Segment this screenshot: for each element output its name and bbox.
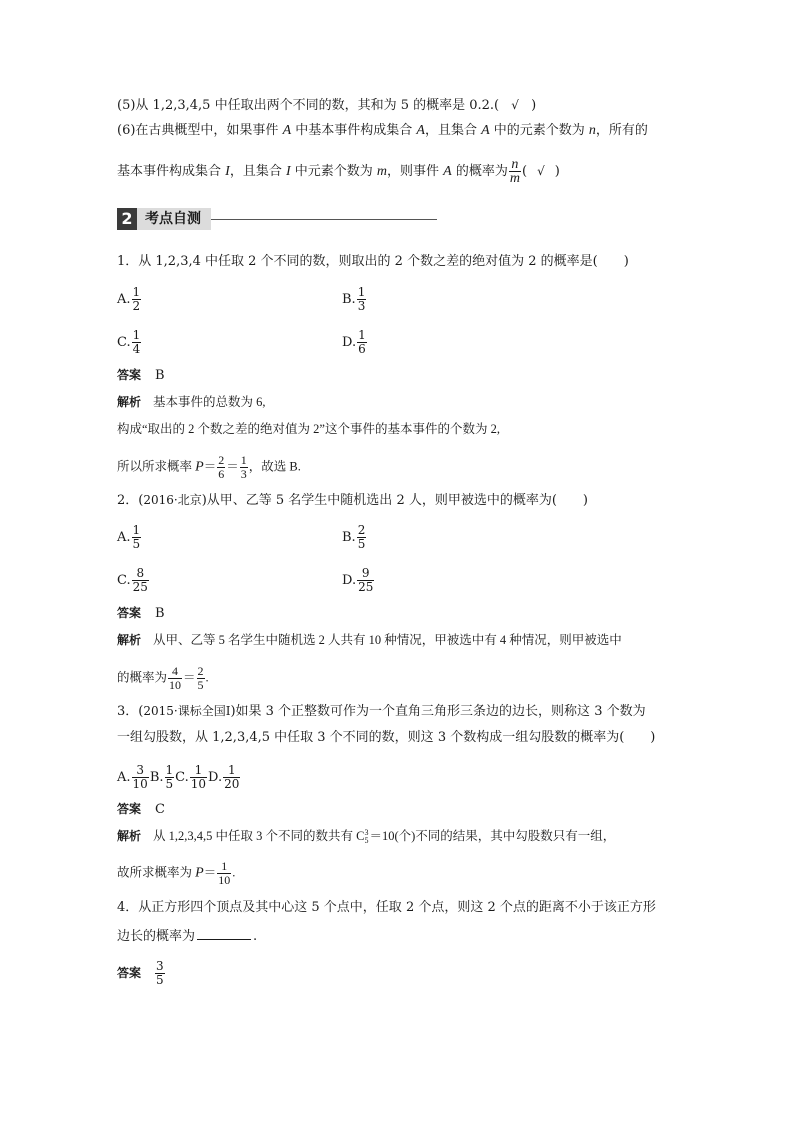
q1-option-a [117,286,142,313]
text: ，且集合 [424,123,482,138]
var-n: n [588,123,596,138]
fraction [197,665,205,692]
text: 边长的概率为 [117,929,196,944]
numerator: n [511,157,519,172]
analysis-text: 从 1,2,3,4,5 中任取 3 个不同的数共有 C [153,829,365,843]
analysis-text: 从甲、乙等 5 名学生中随机选 2 人共有 10 种情况，甲被选中有 4 种情况，则甲被选中 [153,633,622,647]
option-letter: C. [117,573,131,588]
analysis-text: ，故选 B. [248,459,301,474]
analysis-text: 基本事件的总数为 6, [153,395,266,409]
analysis-text: . [232,865,236,880]
review-item-6-line1 [117,121,648,141]
numerator: 1 [223,764,240,778]
analysis-label: 解析 [117,829,142,843]
option-letter: B. [149,770,164,785]
q1-analysis-2: 构成“取出的 2 个数之差的绝对值为 2”这个事件的基本事件的个数为 2, [117,422,500,436]
q2-analysis-2 [117,665,209,692]
numerator: 2 [197,664,204,678]
check-mark-icon: √ [537,164,545,178]
answer-value: B [155,606,165,621]
option-fraction [132,524,142,551]
text: )如果 3 个正整数可作为一个直角三角形三条边的边长，则称这 3 个数为 [230,704,646,719]
denominator: 5 [197,678,204,692]
denominator: 5 [132,537,141,551]
denominator: 5 [156,973,164,987]
q1-answer [117,365,165,386]
text: ，则事件 [387,164,444,179]
denominator: 6 [218,467,225,481]
answer-label: 答案 [117,966,142,980]
numerator: 9 [357,567,374,581]
numerator: 3 [132,764,149,778]
analysis-text: 所以所求概率 [117,459,196,474]
denominator: 25 [358,580,374,594]
section-rule [211,219,437,220]
option-letter: B. [342,530,356,545]
option-letter: C. [117,335,131,350]
equals: ＝ [203,865,217,880]
numerator: 2 [218,453,225,467]
equals: ＝ [203,459,217,474]
q1-option-c [117,329,142,356]
q2-option-b [342,524,367,551]
option-fraction [132,329,142,356]
text: ，且集合 [229,164,286,179]
option-fraction [190,764,207,791]
numerator: 1 [165,763,174,777]
var-i: I [225,164,230,179]
numerator: 1 [217,860,231,874]
q2-option-d [342,567,375,594]
option-fraction [357,286,367,313]
q3-options [117,764,241,791]
numerator: 1 [358,328,366,342]
option-letter: A. [117,770,131,785]
var-a: A [282,123,292,138]
text: 基本事件构成集合 [117,164,226,179]
option-letter: D. [208,770,223,785]
q4-answer [117,960,166,987]
q2-analysis-1 [117,630,622,650]
q2-option-c [117,567,150,594]
text: 中元素个数为 [290,164,377,179]
numerator: 1 [240,453,247,467]
q3-answer [117,799,165,820]
text: 中基本事件构成集合 [291,123,417,138]
analysis-text: 的概率为 [117,670,168,685]
text: . [253,929,258,944]
q2-stem [117,490,588,511]
text: ，所有的 [595,123,648,138]
var-m: m [376,164,388,179]
option-letter: A. [117,292,131,307]
option-fraction [357,567,374,594]
denominator: 3 [357,299,366,313]
option-fraction [357,329,367,356]
option-fraction [357,524,367,551]
option-fraction [223,764,240,791]
review-item-6-line2 [117,158,560,185]
answer-label: 答案 [117,368,142,382]
var-a: A [443,164,452,179]
option-fraction [132,764,149,791]
superscript: 3 [364,828,369,838]
numerator: 1 [357,285,366,299]
fraction [240,454,248,481]
denominator: 20 [224,777,240,791]
text: 2．( [117,493,144,508]
q1-option-d [342,329,368,356]
numerator: 1 [132,285,141,299]
denominator: 10 [132,777,148,791]
fraction [168,665,182,692]
answer-label: 答案 [117,606,142,620]
q3-analysis-1 [117,826,615,846]
answer-fraction [155,960,165,987]
denominator: 3 [240,467,247,481]
answer-label: 答案 [117,802,142,816]
combination-indices [364,829,368,845]
denominator: m [509,171,520,186]
numerator: 1 [132,523,141,537]
q2-option-a [117,524,142,551]
q3-analysis-2 [117,860,235,887]
numerator: 2 [357,523,366,537]
equals: ＝ [226,459,239,474]
option-fraction [132,286,142,313]
text: 中的元素个数为 [489,123,589,138]
q1-option-b [342,286,367,313]
q1-analysis-3 [117,454,301,481]
denominator: 5 [357,537,366,551]
analysis-label: 解析 [117,395,142,409]
denominator: 4 [132,342,141,356]
option-letter: D. [342,335,357,350]
var-i: I [285,164,291,179]
text: 3．( [117,704,144,719]
answer-blank[interactable] [197,925,251,940]
var-a: A [481,123,490,138]
q4-stem-2 [117,925,257,947]
analysis-label: 解析 [117,633,142,647]
fraction-n-over-m [509,158,521,185]
option-letter: A. [117,530,131,545]
numerator: 1 [190,764,207,778]
var-p: P [195,865,204,881]
text: 的概率为 [451,164,508,179]
paren-close: ) [531,98,537,113]
q1-analysis-1 [117,392,266,412]
subscript: 5 [364,836,369,846]
denominator: 2 [132,299,141,313]
answer-value: C [155,802,165,817]
analysis-text: ＝10(个)不同的结果，其中勾股数只有一组， [369,829,616,843]
section-title: 考点自测 [137,208,211,230]
denominator: 10 [169,678,182,692]
section-number: 2 [117,208,137,230]
q3-stem-1 [117,701,646,722]
denominator: 6 [358,342,366,356]
q3-stem-2: 一组勾股数，从 1,2,3,4,5 中任取 3 个不同的数，则这 3 个数构成一组勾股数的概率为( ) [117,730,656,745]
option-letter: C. [175,770,189,785]
numerator: 4 [168,665,182,679]
fraction [217,860,231,887]
denominator: 25 [132,580,148,594]
check-mark-icon: √ [511,98,519,112]
numerator: 1 [132,328,141,342]
equals: ＝ [183,670,196,685]
q1-stem: 1．从 1,2,3,4 中任取 2 个不同的数，则取出的 2 个数之差的绝对值为 2 的概率是( ) [117,254,629,269]
denominator: 5 [165,777,174,791]
paren-open: ( [521,164,528,179]
denominator: 10 [218,873,231,887]
numerator: 3 [156,959,164,973]
option-fraction [165,764,175,791]
citation: 2015·课标全国Ⅰ [143,704,231,718]
option-letter: D. [342,573,357,588]
denominator: 10 [190,777,207,791]
review-item-5 [117,95,536,116]
citation: 2016·北京 [143,493,202,507]
section-header [117,208,437,230]
paren-close: ) [554,164,560,179]
text: (6)在古典概型中，如果事件 [117,123,283,138]
analysis-text: . [205,670,209,685]
option-fraction [132,567,149,594]
review-item-5-text: (5)从 1,2,3,4,5 中任取出两个不同的数，其和为 5 的概率是 0.2.( [117,98,500,113]
answer-value: B [155,368,165,383]
numerator: 8 [132,567,149,581]
q2-answer [117,603,165,624]
option-letter: B. [342,292,356,307]
fraction [217,454,225,481]
var-a: A [416,123,425,138]
text: )从甲、乙等 5 名学生中随机选出 2 人，则甲被选中的概率为( ) [201,493,588,508]
var-p: P [195,459,204,475]
analysis-text: 故所求概率为 [117,865,196,880]
q4-stem-1: 4．从正方形四个顶点及其中心这 5 个点中，任取 2 个点，则这 2 个点的距离不小于该正方形 [117,900,656,915]
